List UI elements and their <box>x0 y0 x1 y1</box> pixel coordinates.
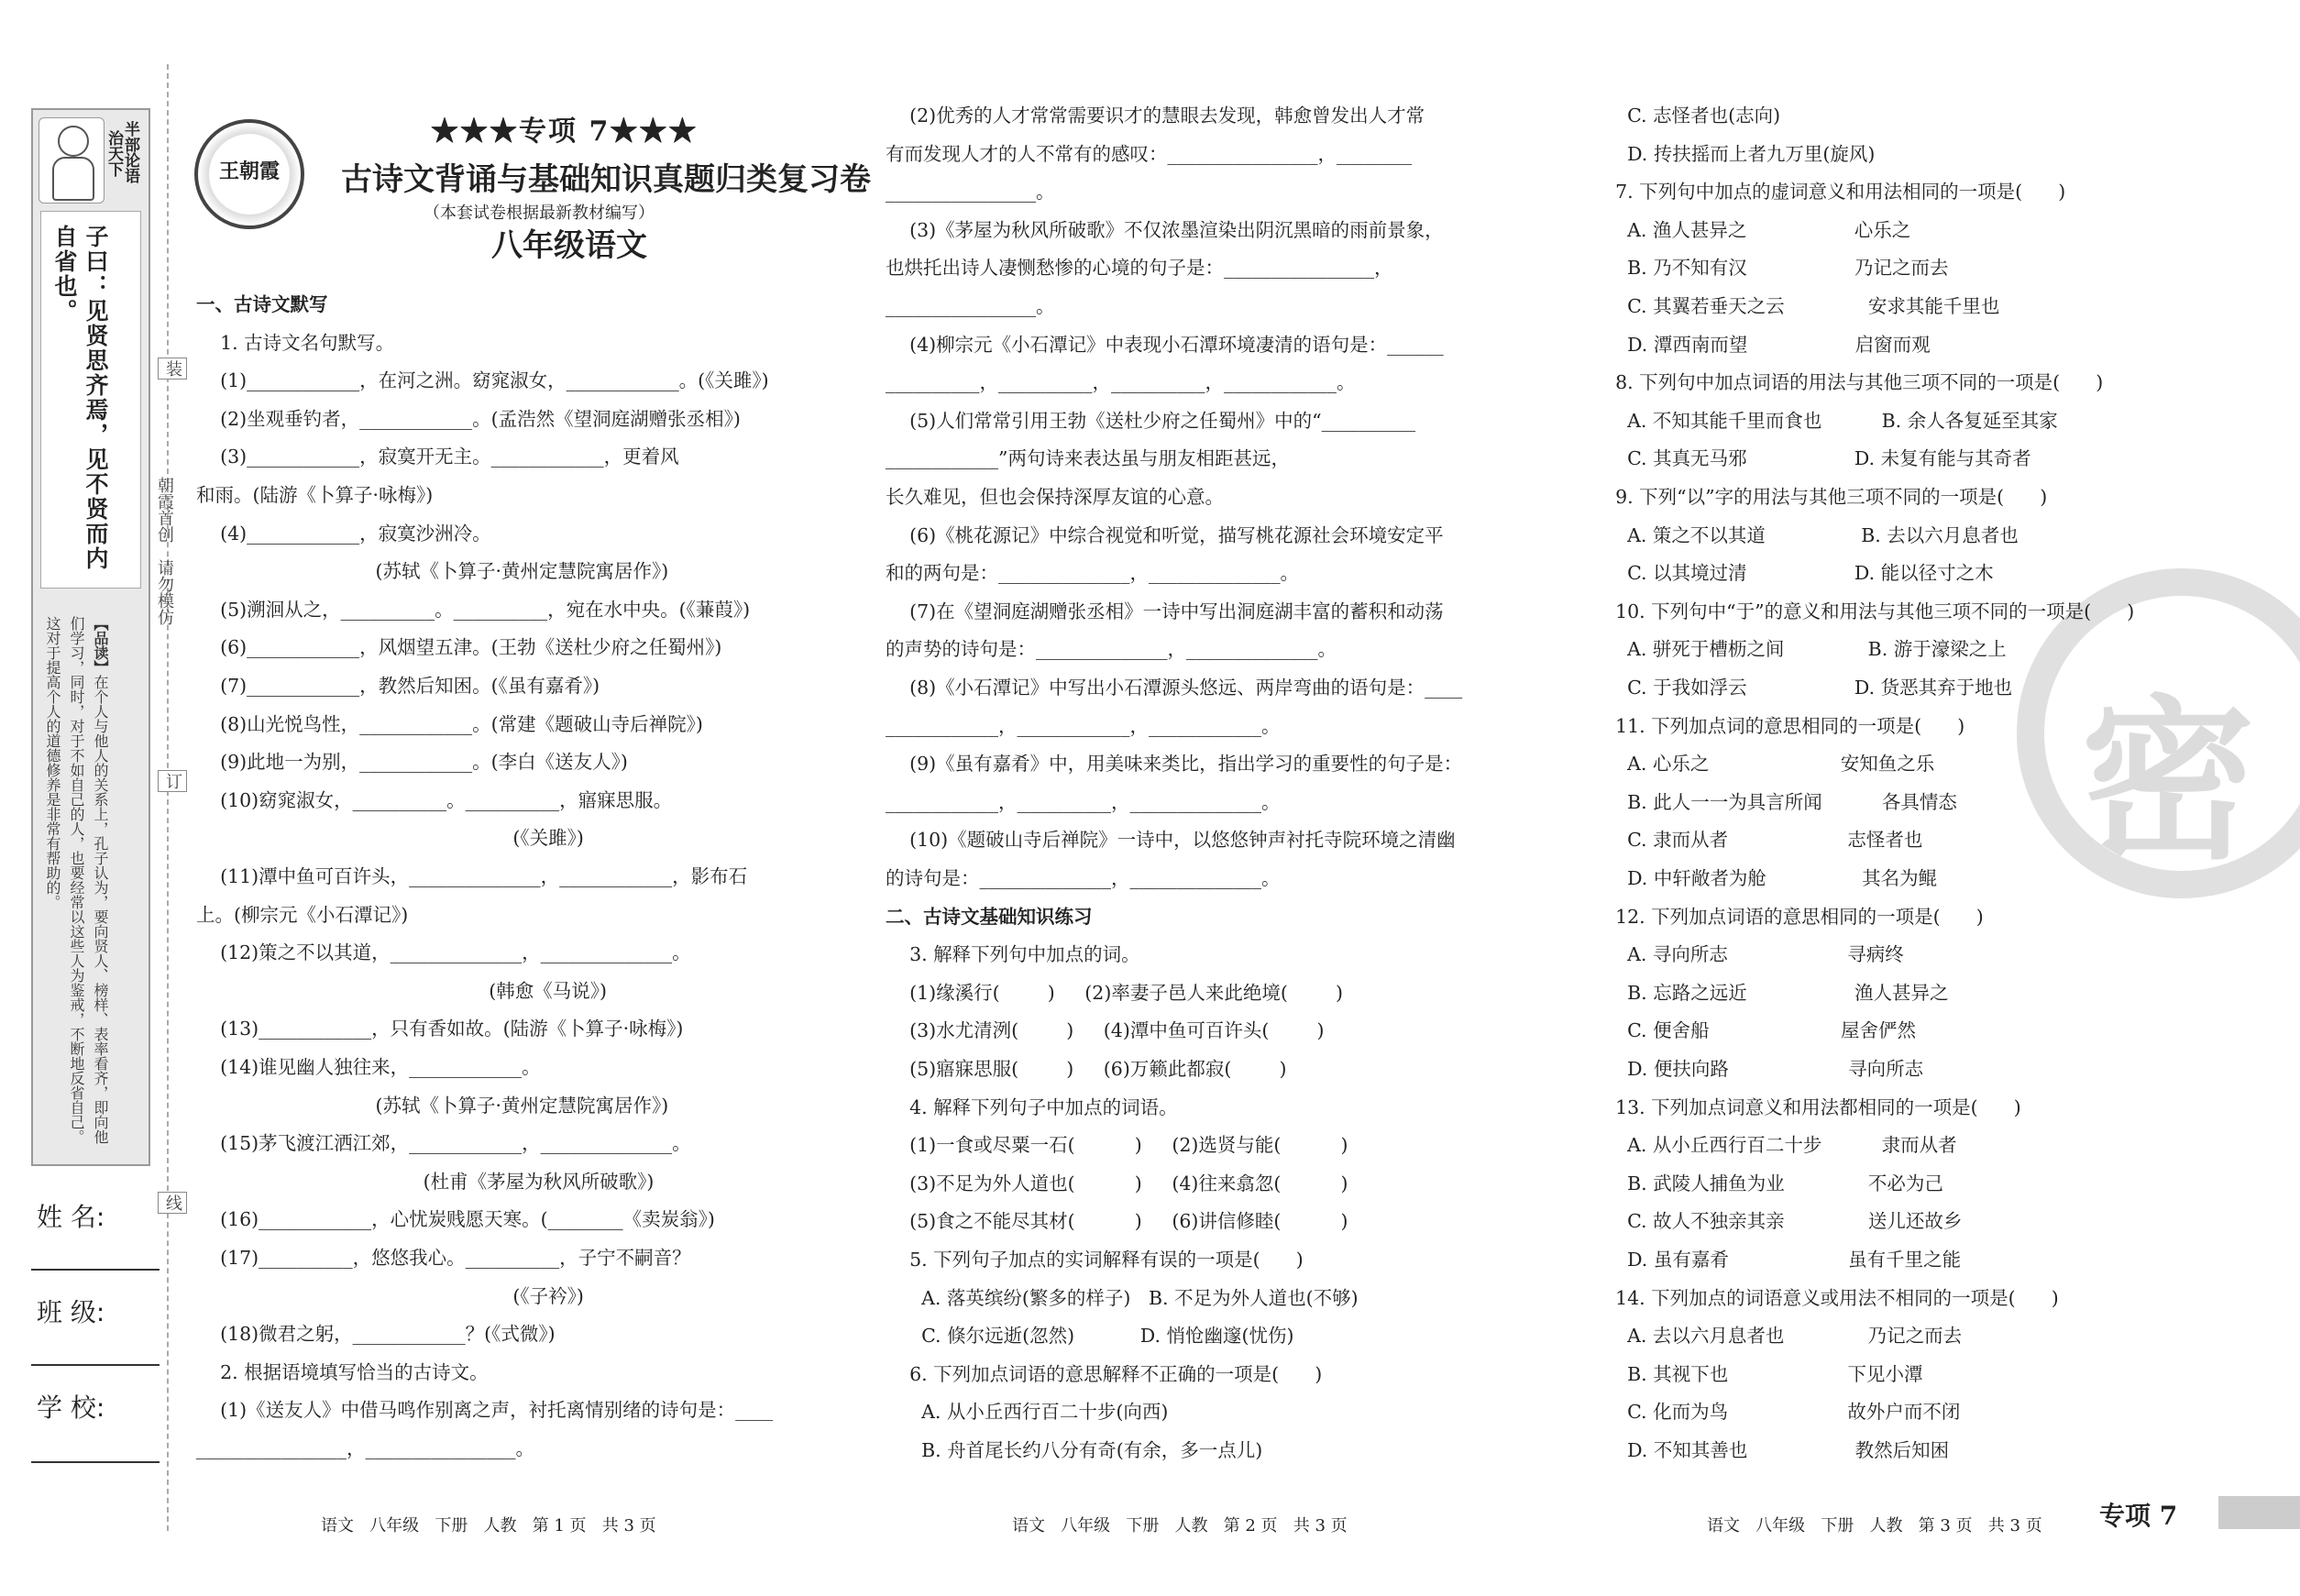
question-line: (《关雎》) <box>196 827 584 850</box>
question-line: ________________。 <box>886 295 1055 317</box>
question-line: (12)策之不以其道，______________，______________。 <box>196 941 691 964</box>
question-line: 6. 下列加点词语的意思解释不正确的一项是( ) <box>886 1362 1323 1385</box>
question-line: D. 虽有嘉肴 虽有千里之能 <box>1591 1249 1962 1271</box>
question-line: (5)食之不能尽其材( ) (6)讲信修睦( ) <box>886 1210 1348 1233</box>
question-line: A. 心乐之 安知鱼之乐 <box>1591 753 1935 776</box>
question-line: (2)优秀的人才常常需要识才的慧眼去发现，韩愈曾发出人才常 <box>886 105 1425 127</box>
question-line: C. 倏尔远逝(忽然) D. 悄怆幽邃(忧伤) <box>886 1325 1294 1348</box>
logo-text: 王朝霞 <box>218 160 280 183</box>
question-line: A. 去以六月息者也 乃记之而去 <box>1591 1325 1963 1348</box>
question-line: C. 于我如浮云 D. 货恶其弃于地也 <box>1591 677 2013 699</box>
footer-bar <box>2218 1496 2300 1529</box>
question-line: B. 乃不知有汉 乃记之而去 <box>1591 257 1949 280</box>
question-line: A. 从小丘西行百二十步(向西) <box>886 1401 1169 1424</box>
question-line: C. 以其境过清 D. 能以径寸之木 <box>1591 562 1994 585</box>
question-line: A. 落英缤纷(繁多的样子) B. 不足为外人道也(不够) <box>886 1286 1359 1309</box>
question-line: ____________”两句诗来表达虽与朋友相距甚远， <box>886 447 1290 470</box>
question-line: (8)山光悦鸟性，____________。(常建《题破山寺后禅院》) <box>196 712 703 735</box>
question-line: 8. 下列句中加点词语的用法与其他三项不同的一项是( ) <box>1591 371 2104 394</box>
question-line: (1)缘溪行( ) (2)率妻子邑人来此绝境( ) <box>886 981 1343 1004</box>
question-line: (1)____________，在河之洲。窈窕淑女，____________。(《关雎》) <box>196 369 769 392</box>
question-line: C. 其真无马邪 D. 未复有能与其奇者 <box>1591 447 2031 470</box>
question-line: (3)____________，寂寞开无主。____________，更着风 <box>196 446 679 468</box>
question-line: (9)《虽有嘉肴》中，用美味来类比，指出学习的重要性的句子是： <box>886 753 1463 776</box>
name-field[interactable] <box>31 1269 160 1271</box>
question-line: (《子衿》) <box>196 1284 584 1307</box>
strip-tag-1: 半部论语 <box>121 121 139 183</box>
question-line: (3)《茅屋为秋风所破歌》不仅浓墨渲染出阴沉黑暗的雨前景象， <box>886 218 1444 241</box>
footer-page-1: 语文 八年级 下册 人教 第 1 页 共 3 页 <box>321 1516 656 1535</box>
footer-page-2: 语文 八年级 下册 人教 第 2 页 共 3 页 <box>1012 1516 1348 1535</box>
question-line: D. 便扶向路 寻向所志 <box>1591 1058 1924 1080</box>
question-line: ____________，__________，______________。 <box>886 790 1281 813</box>
question-line: 11. 下列加点词的意思相同的一项是( ) <box>1591 714 1965 737</box>
question-line: C. 志怪者也(志向) <box>1591 105 1781 127</box>
question-line: ________________，________________。 <box>196 1437 534 1459</box>
question-line: A. 从小丘西行百二十步 隶而从者 <box>1591 1134 1957 1157</box>
question-line: (杜甫《茅屋为秋风所破歌》) <box>196 1170 655 1193</box>
question-line: 13. 下列加点词意义和用法都相同的一项是( ) <box>1591 1095 2021 1118</box>
question-line: (18)微君之躬，____________？(《式微》) <box>196 1323 556 1346</box>
question-line: C. 隶而从者 志怪者也 <box>1591 829 1923 852</box>
question-line: 也烘托出诗人凄恻愁惨的心境的句子是：________________， <box>886 257 1393 280</box>
question-line: 和的两句是：______________，______________。 <box>886 562 1299 585</box>
publisher-logo <box>194 119 304 229</box>
binding-mark-1: 装 <box>158 358 187 380</box>
footer-badge: 专项 7 <box>2099 1501 2178 1531</box>
proverb-text: 子曰：见贤思齐焉，见不贤而内自省也。 <box>51 225 109 571</box>
question-line: (3)不足为外人道也( ) (4)往来翕忽( ) <box>886 1172 1348 1194</box>
question-line: 长久难见，但也会保持深厚友谊的心意。 <box>886 486 1224 508</box>
question-line: 上。(柳宗元《小石潭记》) <box>196 903 409 926</box>
school-field[interactable] <box>31 1461 160 1463</box>
question-line: 4. 解释下列句子中加点的词语。 <box>886 1095 1178 1118</box>
strip-tag-2: 治天下 <box>105 130 123 177</box>
question-line: A. 渔人甚异之 心乐之 <box>1591 218 1911 241</box>
section-heading: 一、古诗文默写 <box>196 293 328 315</box>
question-line: D. 中轩敞者为舱 其名为鲲 <box>1591 867 1938 889</box>
page-title: 古诗文背诵与基础知识真题归类复习卷 <box>341 161 871 198</box>
question-line: 14. 下列加点的词语意义或用法不相同的一项是( ) <box>1591 1286 2059 1309</box>
class-label: 班 级: <box>37 1297 105 1327</box>
question-line: (13)____________，只有香如故。(陆游《卜算子·咏梅》) <box>196 1018 684 1040</box>
question-line: ____________，____________，____________。 <box>886 714 1281 737</box>
binding-mark-3: 线 <box>158 1192 187 1214</box>
question-line: (10)《题破山寺后禅院》一诗中，以悠悠钟声衬托寺院环境之清幽 <box>886 829 1456 852</box>
question-line: 10. 下列句中“于”的意义和用法与其他三项不同的一项是( ) <box>1591 600 2135 622</box>
pindu-label: 【品读】 <box>92 616 109 675</box>
question-line: 和雨。(陆游《卜算子·咏梅》) <box>196 484 434 506</box>
proverb-box <box>40 211 141 589</box>
question-line: (韩愈《马说》) <box>196 979 608 1002</box>
question-line: (15)茅飞渡江洒江郊，____________，______________。 <box>196 1132 691 1155</box>
question-line: (11)潭中鱼可百许头，______________，____________，影布石 <box>196 865 748 887</box>
question-line: C. 便舍船 屋舍俨然 <box>1591 1019 1916 1042</box>
question-line: (5)寤寐思服( ) (6)万籁此都寂( ) <box>886 1058 1287 1080</box>
binding-mark-2: 订 <box>158 770 187 792</box>
question-line: 的声势的诗句是：______________，______________。 <box>886 638 1337 661</box>
question-line: B. 舟首尾长约八分有奇(有余，多一点儿) <box>886 1439 1263 1461</box>
pindu-text <box>40 616 112 1148</box>
question-line: (8)《小石潭记》中写出小石潭源头悠远、两岸弯曲的语句是：____ <box>886 677 1463 699</box>
question-line: 有而发现人才的人不常有的感叹：________________，________ <box>886 142 1412 165</box>
reader-illustration <box>39 117 105 204</box>
question-line: (14)谁见幽人独往来，____________。 <box>196 1056 541 1078</box>
question-line: (4)____________，寂寞沙洲冷。 <box>196 522 491 545</box>
question-line: (6)____________，风烟望五津。(王勃《送杜少府之任蜀州》) <box>196 636 722 659</box>
class-field[interactable] <box>31 1364 160 1366</box>
question-line: B. 其视下也 下见小潭 <box>1591 1362 1923 1385</box>
question-line: D. 抟扶摇而上者九万里(旋风) <box>1591 142 1876 165</box>
grade-title: 八年级语文 <box>491 227 647 264</box>
question-line: (苏轼《卜算子·黄州定慧院寓居作》) <box>196 1094 669 1117</box>
question-line: D. 潭西南而望 启窗而观 <box>1591 333 1931 356</box>
binding-cut-line <box>167 64 169 1531</box>
footer-page-3: 语文 八年级 下册 人教 第 3 页 共 3 页 <box>1707 1516 2042 1535</box>
question-line: (苏轼《卜算子·黄州定慧院寓居作》) <box>196 560 669 583</box>
question-line: 1. 古诗文名句默写。 <box>196 331 395 354</box>
page-subtitle: （本套试卷根据最新教材编写） <box>424 204 655 223</box>
question-line: C. 故人不独亲其亲 送儿还故乡 <box>1591 1210 1963 1233</box>
question-line: ________________。 <box>886 181 1055 204</box>
question-line: 2. 根据语境填写恰当的古诗文。 <box>196 1360 489 1383</box>
question-line: B. 忘路之远近 渔人甚异之 <box>1591 981 1949 1004</box>
question-line: A. 寻向所志 寻病终 <box>1591 943 1904 966</box>
question-line: (4)柳宗元《小石潭记》中表现小石潭环境凄清的语句是：______ <box>886 333 1444 356</box>
question-line: (1)一食或尽粟一石( ) (2)选贤与能( ) <box>886 1134 1348 1157</box>
topic-label: ★★★专项 7★★★ <box>431 116 699 148</box>
section-heading: 二、古诗文基础知识练习 <box>886 905 1093 928</box>
question-line: (6)《桃花源记》中综合视觉和听觉，描写桃花源社会环境安定平 <box>886 523 1444 546</box>
question-line: C. 其翼若垂天之云 安求其能千里也 <box>1591 295 2000 317</box>
binding-strip <box>31 108 150 1166</box>
name-label: 姓 名: <box>37 1202 105 1232</box>
question-line: A. 不知其能千里而食也 B. 余人各复延至其家 <box>1591 409 2058 432</box>
question-line: (5)溯洄从之，__________。__________，宛在水中央。(《蒹葭》) <box>196 598 751 621</box>
question-line: C. 化而为鸟 故外户而不闭 <box>1591 1401 1961 1424</box>
question-line: (9)此地一为别，____________。(李白《送友人》) <box>196 751 628 774</box>
question-line: (7)____________，教然后知困。(《虽有嘉肴》) <box>196 675 600 697</box>
question-line: __________，__________，__________，____________。 <box>886 371 1356 394</box>
question-line: A. 策之不以其道 B. 去以六月息者也 <box>1591 523 2019 546</box>
question-line: 的诗句是：______________，______________。 <box>886 867 1281 889</box>
question-line: B. 此人一一为具言所闻 各具情态 <box>1591 790 1957 813</box>
question-line: (7)在《望洞庭湖赠张丞相》一诗中写出洞庭湖丰富的蓄积和动荡 <box>886 600 1444 622</box>
question-line: (1)《送友人》中借马鸣作别离之声，衬托离情别绪的诗句是：____ <box>196 1399 774 1422</box>
question-line: D. 不知其善也 教然后知困 <box>1591 1439 1950 1461</box>
question-line: (3)水尤清洌( ) (4)潭中鱼可百许头( ) <box>886 1019 1325 1042</box>
binding-note: 朝霞首创 请勿模仿 <box>155 477 174 625</box>
question-line: (5)人们常常引用王勃《送杜少府之任蜀州》中的“__________ <box>886 409 1416 432</box>
stamp-text: 密 <box>2081 678 2256 883</box>
pindu-body: 在个人与他人的关系上，孔子认为，要向贤人、榜样、表率看齐，即向他们学习，同时，对于不如自己的人，也要经常以这些人为鉴戒，不断地反省自己。这对于提高个人的道德修养是非常有帮助的。 <box>44 616 109 1144</box>
question-line: (2)坐观垂钓者，____________。(孟浩然《望洞庭湖赠张丞相》) <box>196 407 741 430</box>
question-line: (16)____________，心忧炭贱愿天寒。(________《卖炭翁》) <box>196 1208 715 1231</box>
question-line: (17)__________，悠悠我心。__________，子宁不嗣音？ <box>196 1247 691 1269</box>
question-line: 9. 下列“以”字的用法与其他三项不同的一项是( ) <box>1591 486 2048 508</box>
question-line: A. 骈死于槽枥之间 B. 游于濠梁之上 <box>1591 638 2007 661</box>
question-line: B. 武陵人捕鱼为业 不必为己 <box>1591 1172 1943 1194</box>
question-line: 5. 下列句子加点的实词解释有误的一项是( ) <box>886 1249 1304 1271</box>
question-line: 3. 解释下列句中加点的词。 <box>886 943 1140 966</box>
question-line: (10)窈窕淑女，__________。__________，寤寐思服。 <box>196 788 673 811</box>
question-line: 12. 下列加点词语的意思相同的一项是( ) <box>1591 905 1984 928</box>
school-label: 学 校: <box>37 1392 105 1423</box>
question-line: 7. 下列句中加点的虚词意义和用法相同的一项是( ) <box>1591 181 2066 204</box>
